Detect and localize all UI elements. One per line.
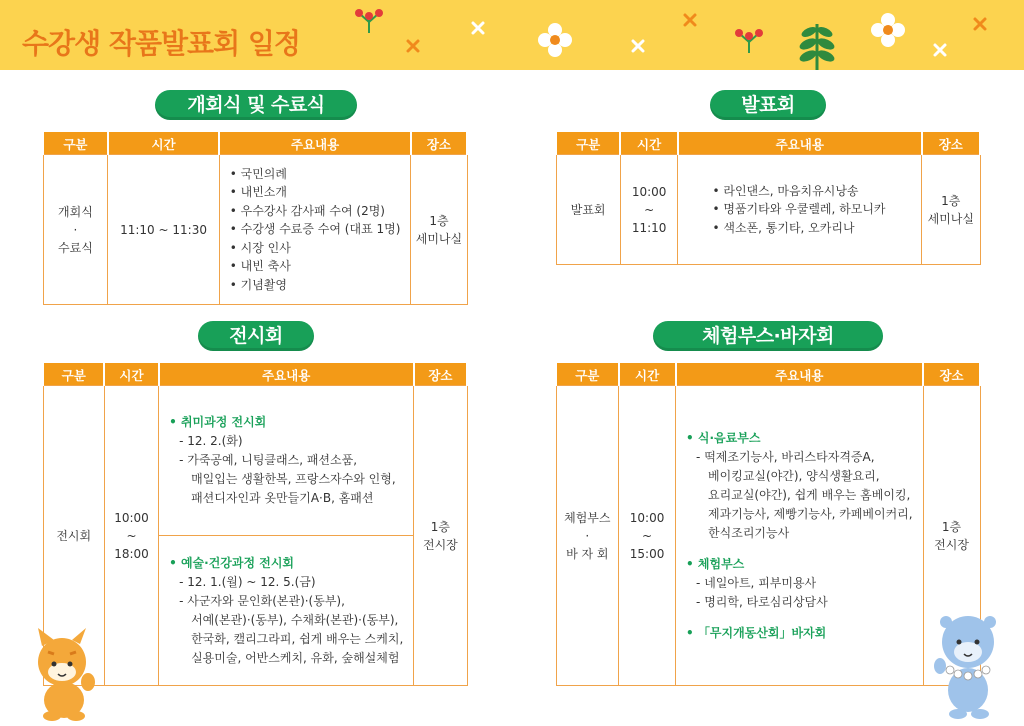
content-cell: • 예술·건강과정 전시회 - 12. 1.(월) ~ 12. 5.(금) - 사군자와 문인화(본관)·(동부), 서예(본관)·(동부), 수채화(본관)·(동부), 한국화, 캘리그라피, 쉽게 배우는 스케치, 실용미술, 어반스케치, 유화, 숲해설체험 — [159, 536, 414, 686]
header-content: 주요내용 — [676, 364, 924, 386]
section-heading: • 취미과정 전시회 — [169, 413, 403, 432]
list-item: • 내빈 축사 — [230, 257, 401, 276]
header-place: 장소 — [922, 133, 980, 155]
header-category: 구분 — [43, 133, 108, 155]
header-time: 시간 — [619, 364, 676, 386]
list-item: • 라인댄스, 마음치유시낭송 — [712, 182, 911, 201]
category-cell: 전시회 — [43, 386, 104, 686]
header-category: 구분 — [556, 133, 620, 155]
section-heading: • 「무지개동산회」바자회 — [686, 624, 913, 643]
leaf-sprig-icon — [798, 18, 836, 70]
list-item: • 우수강사 감사패 수여 (2명) — [230, 202, 401, 221]
cat-mascot-icon — [24, 626, 106, 722]
exhibition-section-title: 전시회 — [198, 321, 314, 351]
category-cell: 체험부스 · 바 자 회 — [556, 386, 619, 686]
list-item: • 내빈소개 — [230, 183, 401, 202]
header-place: 장소 — [411, 133, 467, 155]
otter-mascot-icon — [928, 606, 1008, 720]
place-cell: 1층 전시장 — [414, 386, 467, 686]
content-cell: • 식·음료부스 - 떡제조기능사, 바리스타자격증A, 베이킹교실(야간), 양식생활요리, 요리교실(야간), 쉽게 배우는 홈베이킹, 제과기능사, 제빵기능사, 카페베이커리, 한식조리기능사 • 체험부스 - 네일아트, 피부미용사 - 명리학, 타로심리상담사 • 「무지개동산회」바자회 — [676, 386, 924, 686]
section-heading: • 체험부스 — [686, 555, 913, 574]
category-cell: 개회식 · 수료식 — [43, 155, 108, 305]
cross-icon — [405, 38, 421, 54]
list-item: • 수강생 수료증 수여 (대표 1명) — [230, 220, 401, 239]
content-cell — [219, 155, 411, 305]
list-item: • 국민의례 — [230, 165, 401, 184]
content-cell — [678, 155, 922, 265]
content-cell: • 취미과정 전시회 - 12. 2.(화) - 가죽공예, 니팅클래스, 패션소품, 매일입는 생활한복, 프랑스자수와 인형, 패션디자인과 옷만들기A·B, 홈패션 — [159, 386, 414, 536]
category-cell: 발표회 — [556, 155, 620, 265]
presentation-table — [555, 132, 981, 265]
cross-icon — [972, 16, 988, 32]
header-time: 시간 — [108, 133, 219, 155]
header-category: 구분 — [43, 364, 104, 386]
presentation-section-title: 발표회 — [710, 90, 826, 120]
header-content: 주요내용 — [159, 364, 414, 386]
berry-sprig-icon — [732, 28, 766, 54]
time-cell: 10:00 ~ 11:10 — [620, 155, 678, 265]
booths-table — [555, 363, 981, 686]
header-place: 장소 — [923, 364, 980, 386]
flower-icon — [870, 12, 906, 48]
cross-icon — [932, 42, 948, 58]
section-heading: • 예술·건강과정 전시회 — [169, 554, 403, 573]
place-cell: 1층 전시장 — [923, 386, 980, 686]
place-cell: 1층 세미나실 — [411, 155, 467, 305]
booths-section-title: 체험부스·바자회 — [653, 321, 883, 351]
time-cell: 10:00 ~ 15:00 — [619, 386, 676, 686]
list-item: • 시장 인사 — [230, 239, 401, 258]
header-time: 시간 — [620, 133, 678, 155]
header-content: 주요내용 — [678, 133, 922, 155]
cross-icon — [470, 20, 486, 36]
opening-section-title: 개회식 및 수료식 — [155, 90, 357, 120]
cross-icon — [682, 12, 698, 28]
list-item: • 색소폰, 통기타, 오카리나 — [712, 219, 911, 238]
header-banner — [0, 0, 1024, 70]
berry-sprig-icon — [352, 8, 386, 34]
list-item: • 명품기타와 우쿨렐레, 하모니카 — [712, 200, 911, 219]
page-title: 수강생 작품발표회 일정 — [22, 27, 300, 60]
cross-icon — [630, 38, 646, 54]
flower-icon — [537, 22, 573, 58]
time-cell: 10:00 ~ 18:00 — [104, 386, 158, 686]
opening-table — [42, 132, 468, 305]
header-place: 장소 — [414, 364, 467, 386]
section-heading: • 식·음료부스 — [686, 429, 913, 448]
time-cell: 11:10 ~ 11:30 — [108, 155, 219, 305]
header-time: 시간 — [104, 364, 158, 386]
list-item: • 기념촬영 — [230, 276, 401, 295]
header-content: 주요내용 — [219, 133, 411, 155]
header-category: 구분 — [556, 364, 619, 386]
place-cell: 1층 세미나실 — [922, 155, 980, 265]
